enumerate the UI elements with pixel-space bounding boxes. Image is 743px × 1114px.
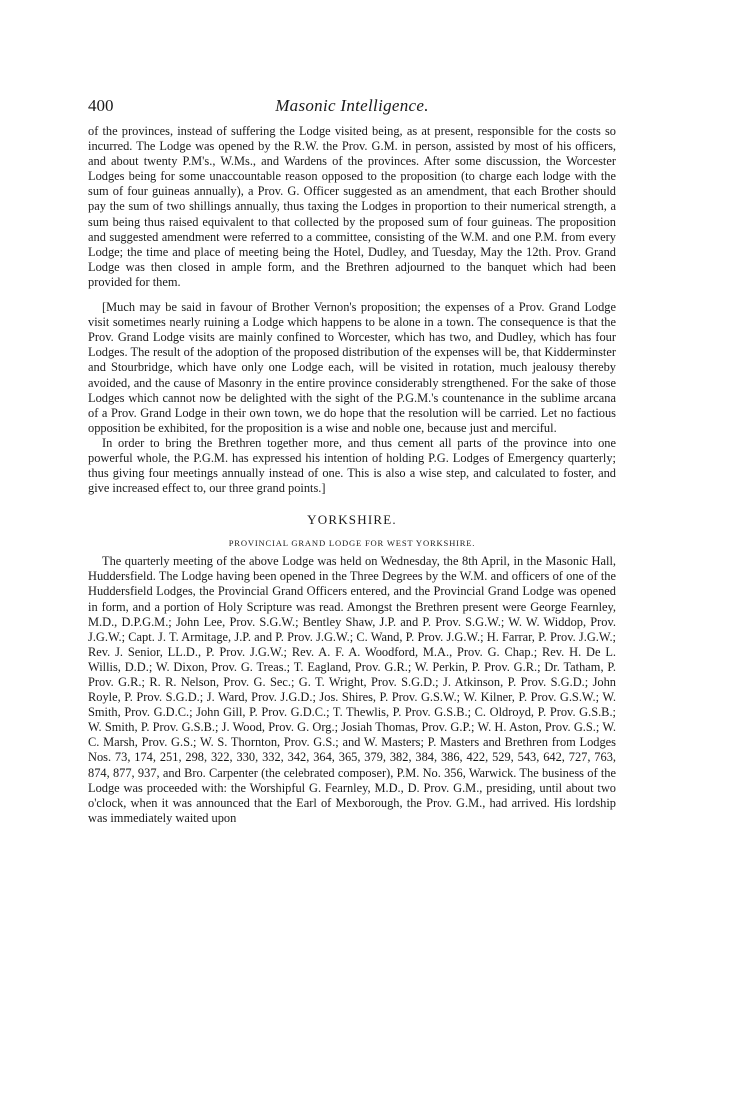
paragraph-spacer	[88, 290, 616, 300]
paragraph-west-yorkshire-meeting: The quarterly meeting of the above Lodge was held on Wednesday, the 8th April, in the Masonic Hall, Huddersfield. The Lodge having been opened in the Three Degrees by the W.M. and officers of one of the Huddersfield Lodges, the Provincial Grand Officers entered, and the Provincial Grand Lodge was opened in form, and a portion of Holy Scripture was read. Amongst the Brethren present were George Fearnley, M.D., D.P.G.M.; John Lee, Prov. S.G.W.; Bentley Shaw, J.P. and P. Prov. S.G.W.; W. W. Widdop, Prov. J.G.W.; Capt. J. T. Armitage, J.P. and P. Prov. J.G.W.; C. Wand, P. Prov. J.G.W.; H. Farrar, P. Prov. J.G.W.; Rev. J. Senior, LL.D., P. Prov. J.G.W.; Rev. A. F. A. Woodford, M.A., Prov. G. Chap.; Rev. H. De L. Willis, D.D.; W. Dixon, Prov. G. Treas.; T. Eagland, Prov. G.R.; W. Perkin, P. Prov. G.R.; Dr. Tatham, P. Prov. G.R.; R. R. Nelson, Prov. G. Sec.; G. T. Wright, Prov. S.G.D.; J. Atkinson, P. Prov. S.G.D.; John Royle, P. Prov. S.G.D.; J. Ward, Prov. J.G.D.; Jos. Shires, P. Prov. G.S.W.; W. Kilner, P. Prov. G.S.W.; W. Smith, Prov. G.D.C.; John Gill, P. Prov. G.D.C.; T. Thewlis, P. Prov. G.S.B.; C. Oldroyd, P. Prov. G.S.B.; W. Smith, P. Prov. G.S.B.; J. Wood, Prov. G. Org.; Josiah Thomas, Prov. G.P.; W. H. Aston, Prov. G.S.; W. C. Marsh, Prov. G.S.; W. S. Thornton, Prov. G.S.; and W. Masters; P. Masters and Brethren from Lodges Nos. 73, 174, 251, 298, 322, 330, 332, 342, 364, 365, 379, 382, 384, 386, 422, 529, 543, 642, 727, 763, 874, 877, 937, and Bro. Carpenter (the celebrated composer), P.M. No. 356, Warwick. The business of the Lodge was proceeded with: the Worshipful G. Fearnley, M.D., D. Prov. G.M., presiding, until about two o'clock, when it was announced that the Earl of Mexborough, the Prov. G.M., had arrived. His lordship was immediately waited upon	[88, 554, 616, 825]
paragraph-editorial-note: [Much may be said in favour of Brother Vernon's proposition; the expenses of a Prov. Grand Lodge visit sometimes nearly ruining a Lodge which happens to be alone in a town. The consequence is that the Prov. Grand Lodge visits are mainly confined to Worcester, which has two, and Dudley, which has four Lodges. The result of the adoption of the proposed distribution of the expenses will be, that Kidderminster and Stourbridge, which have only one Lodge each, will be visited in rotation, much jealousy thereby avoided, and the cause of Masonry in the entire province considerably strengthened. For the sake of those Lodges which cannot now be delighted with the sight of the P.G.M.'s countenance in the sublime arcana of a Prov. Grand Lodge in their own town, we do hope that the resolution will be carried. Let no factious opposition be exhibited, for the proposition is a wise and noble one, because just and merciful.	[88, 300, 616, 435]
page-header	[88, 96, 616, 120]
section-title: YORKSHIRE.	[307, 512, 397, 528]
section-subtitle: PROVINCIAL GRAND LODGE FOR WEST YORKSHIRE.	[228, 538, 476, 549]
paragraph-worcestershire-continuation: of the provinces, instead of suffering the Lodge visited being, as at present, responsible for the costs so incurred. The Lodge was opened by the R.W. the Prov. G.M. in person, assisted by most of his officers, and about twenty P.M's., W.Ms., and Wardens of the provinces. After some discussion, the Worcester Lodges being for some unaccountable reason opposed to the proposition (to charge each lodge with the sum of four guineas annually), a Prov. G. Officer suggested as an amendment, that each Brother should pay the sum of two shillings annually, thus taxing the Lodges in proportion to their numerical strength, a sum being thus raised equivalent to that collected by the proposed sum of four guineas. The proposition and suggested amendment were referred to a committee, consisting of the W.M. and one P.M. from every Lodge; the time and place of meeting being the Hotel, Dudley, and Tuesday, May the 12th. Prov. Grand Lodge was then closed in ample form, and the Brethren adjourned to the banquet which had been provided for them.	[88, 124, 616, 289]
page	[88, 96, 616, 826]
running-title: Masonic Intelligence.	[275, 96, 429, 115]
paragraph-editorial-note-continued: In order to bring the Brethren together more, and thus cement all parts of the province into one powerful whole, the P.G.M. has expressed his intention of holding P.G. Lodges of Emergency quarterly; thus giving four meetings annually instead of one. This is also a wise step, and calculated to foster, and give increased effect to, our three grand points.]	[88, 435, 616, 496]
page-number: 400	[88, 96, 114, 115]
